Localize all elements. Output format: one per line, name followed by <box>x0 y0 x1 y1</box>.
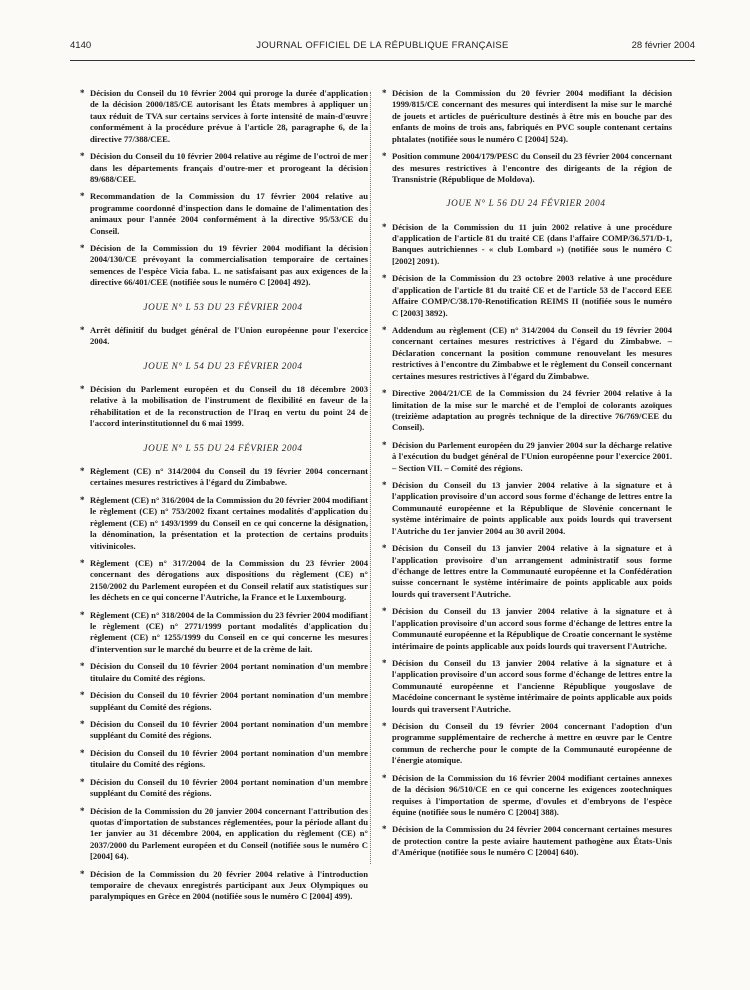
section-heading: JOUE N° L 54 DU 23 FÉVRIER 2004 <box>143 360 303 371</box>
entry-text: Décision du Conseil du 13 janvier 2004 relative à la signature et à l'application provisoire d'un accord sous forme d'échange de lettres entre la Communauté européenne et la République de Croatie concernant le système intérimaire de points applicable aux poids lourds qui traversent l'Autriche. <box>392 606 672 651</box>
asterisk-bullet-icon: * <box>382 824 387 835</box>
entry-text: Addendum au règlement (CE) n° 314/2004 du Conseil du 19 février 2004 concernant certaines mesures restrictives à l'égard du Zimbabwe. – Déclaration concernant la position commune renouvelant les mesures restrictives à l'encontre du Zimbabwe et le règlement du Conseil concernant certaines mesures restrictives à l'égard du Zimbabwe. <box>392 324 672 381</box>
asterisk-bullet-icon: * <box>80 719 85 729</box>
asterisk-bullet-icon: * <box>382 324 387 335</box>
list-item <box>380 721 672 767</box>
left-column <box>78 88 368 909</box>
header-rule <box>70 60 695 61</box>
list-item <box>380 824 672 858</box>
list-item <box>380 543 672 600</box>
list-item <box>78 151 368 185</box>
list-item <box>78 325 368 348</box>
list-item <box>78 869 368 903</box>
asterisk-bullet-icon: * <box>382 480 387 491</box>
list-item <box>380 658 672 715</box>
list-item <box>78 777 368 800</box>
list-item <box>78 610 368 656</box>
asterisk-bullet-icon: * <box>382 221 387 232</box>
asterisk-bullet-icon: * <box>80 868 85 879</box>
entry-text: Décision de la Commission du 16 février 2004 modifiant certaines annexes de la décision 96/510/CE en ce qui concerne les exigences zootechniques requises à l'importation de sperme, d'ovules et d'embryons de l'espèce équine (notifiée sous le numéro C [2004] 388). <box>392 772 672 818</box>
section-heading: JOUE N° L 56 DU 24 FÉVRIER 2004 <box>446 198 606 209</box>
asterisk-bullet-icon: * <box>80 557 85 568</box>
entry-text: Décision de la Commission du 24 février 2004 concernant certaines mesures de protection contre la peste aviaire hautement pathogène aux États-Unis d'Amérique (notifiée sous le numéro C [2004] 640). <box>392 824 672 858</box>
entry-text: Position commune 2004/179/PESC du Conseil du 23 février 2004 concernant des mesures restrictives à l'encontre des dirigeants de la région de Transnistrie (République de Moldova). <box>392 151 672 184</box>
section-heading: JOUE N° L 53 DU 23 FÉVRIER 2004 <box>143 301 303 312</box>
asterisk-bullet-icon: * <box>80 191 85 202</box>
asterisk-bullet-icon: * <box>382 772 387 783</box>
asterisk-bullet-icon: * <box>382 657 387 668</box>
page-number: 4140 <box>70 40 92 51</box>
entry-text: Décision du Conseil du 10 février 2004 portant nomination d'un membre titulaire du Comité des régions. <box>90 661 368 683</box>
list-item <box>380 480 672 537</box>
entry-text: Recommandation de la Commission du 17 février 2004 relative au programme coordonné d'inspection dans le domaine de l'alimentation des animaux pour l'année 2004 conformément à la directive 95/53/CE du Conseil. <box>90 191 368 236</box>
entry-text: Décision de la Commission du 20 février 2004 relative à l'introduction temporaire de chevaux enregistrés participant aux Jeux Olympiques ou paralympiques en Grèce en 2004 (notifiée sous le numéro C [2004] 499). <box>90 868 368 902</box>
entry-text: Décision de la Commission du 19 février 2004 modifiant la décision 2004/130/CE prévoyant la commercialisation temporaire de certaines semences de l'espèce Vicia faba. L. ne satisfaisant pas aux exigences de la directive 66/401/CEE (notifiée sous le numéro C [2004] 492). <box>90 243 368 288</box>
asterisk-bullet-icon: * <box>80 384 85 395</box>
asterisk-bullet-icon: * <box>80 151 85 162</box>
list-item <box>380 606 672 652</box>
entry-text: Décision du Conseil du 10 février 2004 portant nomination d'un membre suppléant du Comité des régions. <box>90 719 368 741</box>
asterisk-bullet-icon: * <box>382 439 387 450</box>
asterisk-bullet-icon: * <box>80 243 85 254</box>
column-divider <box>370 92 371 864</box>
entry-text: Règlement (CE) n° 316/2004 de la Commission du 20 février 2004 modifiant le règlement (CE) n° 753/2002 fixant certaines modalités d'application du règlement (CE) n° 1493/1999 du Conseil en ce qui concerne la désignation, la dénomination, la présentation et la protection de certains produits vitivinicoles. <box>90 494 368 551</box>
asterisk-bullet-icon: * <box>382 543 387 554</box>
entry-text: Décision de la Commission du 20 janvier 2004 concernant l'attribution des quotas d'importation de substances réglementées, pour la période allant du 1er janvier au 31 décembre 2004, en application du règlement (CE) n° 2037/2000 du Parlement européen et du Conseil (notifiée sous le numéro C [2004] 64). <box>90 805 368 862</box>
journal-title: JOURNAL OFFICIEL DE LA RÉPUBLIQUE FRANÇAISE <box>256 40 509 51</box>
list-item <box>380 440 672 474</box>
entry-text: Règlement (CE) n° 317/2004 de la Commission du 23 février 2004 concernant des dérogations aux dispositions du règlement (CE) n° 2150/2002 du Parlement européen et du Conseil relatif aux statistiques sur les déchets en ce qui concerne l'Autriche, la France et le Luxembourg. <box>90 557 368 603</box>
entry-text: Décision de la Commission du 11 juin 2002 relative à une procédure d'application de l'article 81 du traité CE (dans l'affaire COMP/36.571/D-1, Banques autrichiennes - « club Lombard ») (notifiée sous le numéro C [2002] 2091). <box>392 221 672 266</box>
list-item <box>380 88 672 145</box>
list-item <box>78 661 368 684</box>
entry-text: Décision du Conseil du 13 janvier 2004 relative à la signature et à l'application provisoire d'un accord sous forme d'échange de lettres entre la Communauté européenne et la République de Slovénie concernant le système intérimaire de points applicable aux poids lourds qui traversent l'Autriche du 1er janvier 2004 au 30 avril 2004. <box>392 480 672 536</box>
entry-text: Décision du Parlement européen et du Conseil du 18 décembre 2003 relative à la mobilisation de l'instrument de flexibilité en faveur de la réhabilitation et de la reconstruction de l'Iraq en vertu du point 24 de l'accord interinstitutionnel du 6 mai 1999. <box>90 384 368 429</box>
entry-text: Décision du Conseil du 10 février 2004 qui proroge la durée d'application de la décision 2000/185/CE autorisant les États membres à appliquer un taux réduit de TVA sur certains services à forte intensité de main-d'œuvre conformément à la procédure prévue à l'article 28, paragraphe 6, de la directive 77/388/CEE. <box>90 88 368 144</box>
asterisk-bullet-icon: * <box>382 388 387 399</box>
list-item <box>78 719 368 742</box>
asterisk-bullet-icon: * <box>382 606 387 617</box>
list-item <box>78 558 368 604</box>
list-item <box>380 388 672 434</box>
asterisk-bullet-icon: * <box>382 88 387 98</box>
asterisk-bullet-icon: * <box>80 690 85 701</box>
entry-text: Décision du Conseil du 10 février 2004 relative au régime de l'octroi de mer dans les départements français d'outre-mer et prorogeant la décision 89/688/CEE. <box>90 151 368 184</box>
entry-text: Décision de la Commission du 23 octobre 2003 relative à une procédure d'application de l'article 81 du traité CE et de l'article 53 de l'accord EEE Affaire COMP/C/38.170-Renotification REIMS II (notifiée sous le numéro C [2003] 3892). <box>392 273 672 318</box>
entry-text: Décision du Conseil du 10 février 2004 portant nomination d'un membre titulaire du Comité des régions. <box>90 747 368 770</box>
entry-text: Décision du Conseil du 19 février 2004 concernant l'adoption d'un programme supplémentaire de recherche à mettre en œuvre par le Centre commun de recherche pour le compte de la Communauté européenne de l'énergie atomique. <box>392 721 672 766</box>
entry-text: Règlement (CE) n° 314/2004 du Conseil du 19 février 2004 concernant certaines mesures restrictives à l'égard du Zimbabwe. <box>90 465 368 488</box>
entry-text: Règlement (CE) n° 318/2004 de la Commission du 23 février 2004 modifiant le règlement (CE) n° 2771/1999 portant modalités d'application du règlement (CE) n° 1255/1999 du Conseil en ce qui concerne les mesures d'intervention sur le marché du beurre et de la crème de lait. <box>90 609 368 654</box>
list-item <box>78 806 368 863</box>
issue-date: 28 février 2004 <box>631 40 695 51</box>
entry-text: Décision de la Commission du 20 février 2004 modifiant la décision 1999/815/CE concernant des mesures qui interdisent la mise sur le marché de jouets et articles de puériculture destinés à être mis en bouche par des enfants de moins de trois ans, fabriqués en PVC souple contenant certains phtalates (notifiée sous le numéro C [2004] 524). <box>392 88 672 144</box>
asterisk-bullet-icon: * <box>382 151 387 162</box>
list-item <box>78 748 368 771</box>
asterisk-bullet-icon: * <box>80 465 85 476</box>
section-heading: JOUE N° L 55 DU 24 FÉVRIER 2004 <box>143 442 303 453</box>
asterisk-bullet-icon: * <box>80 661 85 672</box>
list-item <box>380 325 672 382</box>
list-item <box>78 88 368 145</box>
right-column <box>380 88 672 865</box>
asterisk-bullet-icon: * <box>80 324 85 335</box>
list-item <box>78 466 368 489</box>
asterisk-bullet-icon: * <box>80 805 85 816</box>
asterisk-bullet-icon: * <box>382 721 387 732</box>
page-header <box>70 40 695 56</box>
asterisk-bullet-icon: * <box>80 776 85 787</box>
entry-text: Décision du Conseil du 13 janvier 2004 relative à la signature et à l'application provisoire d'un arrangement administratif sous forme d'échange de lettres entre la Communauté européenne et la Confédération suisse concernant le système intérimaire de points applicable aux poids lourds qui traversent l'Autriche. <box>392 543 672 599</box>
entry-text: Décision du Conseil du 10 février 2004 portant nomination d'un membre suppléant du Comité des régions. <box>90 776 368 799</box>
list-item <box>78 191 368 237</box>
entry-text: Décision du Parlement européen du 29 janvier 2004 sur la décharge relative à l'exécution du budget général de l'Union européenne pour l'exercice 2001. – Section VII. – Comité des régions. <box>392 439 672 473</box>
asterisk-bullet-icon: * <box>382 273 387 284</box>
list-item <box>78 384 368 430</box>
list-item <box>78 690 368 713</box>
list-item <box>78 243 368 289</box>
list-item <box>78 495 368 552</box>
asterisk-bullet-icon: * <box>80 494 85 505</box>
entry-text: Directive 2004/21/CE de la Commission du 24 février 2004 relative à la limitation de la mise sur le marché et de l'emploi de colorants azoïques (treizième adaptation au progrès technique de la directive 76/769/CEE du Conseil). <box>392 388 672 433</box>
entry-text: Arrêt définitif du budget général de l'Union européenne pour l'exercice 2004. <box>90 324 368 347</box>
list-item <box>380 773 672 819</box>
entry-text: Décision du Conseil du 10 février 2004 portant nomination d'un membre suppléant du Comité des régions. <box>90 690 368 712</box>
asterisk-bullet-icon: * <box>80 609 85 620</box>
list-item <box>380 273 672 319</box>
asterisk-bullet-icon: * <box>80 88 85 98</box>
entry-text: Décision du Conseil du 13 janvier 2004 relative à la signature et à l'application provisoire d'un accord sous forme d'échange de lettres entre la Communauté européenne et l'ancienne République yougoslave de Macédoine concernant le système intérimaire de points applicable aux poids lourds qui traversent l'Autriche. <box>392 657 672 714</box>
list-item <box>380 151 672 185</box>
asterisk-bullet-icon: * <box>80 747 85 758</box>
list-item <box>380 222 672 268</box>
